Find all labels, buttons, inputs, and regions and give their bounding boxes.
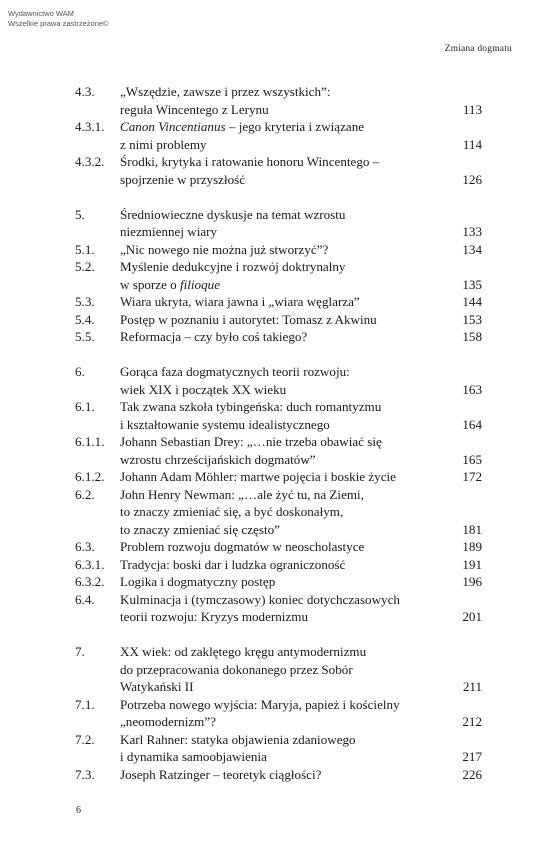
- toc-entry-title-line: [120, 661, 453, 679]
- toc-entry-italic-term: Canon Vincentianus: [120, 119, 226, 134]
- toc-entry-title-line: [120, 486, 452, 504]
- toc-entry-title-text: Joseph Ratzinger – teoretyk ciągłości?: [120, 766, 322, 782]
- toc-entry-title-line: [120, 381, 452, 399]
- toc-entry: [75, 573, 482, 591]
- toc-entry-page: 217: [462, 749, 482, 764]
- toc-entry-page: 114: [462, 136, 482, 152]
- toc-entry-title-text: Postęp w poznaniu i autorytet: Tomasz z Akwinu: [120, 311, 377, 327]
- toc-entry-title-text: Problem rozwoju dogmatów w neoscholastyce: [120, 539, 365, 554]
- toc-entry-title-text: Tak zwana szkoła tybingeńska: duch romantyzmu: [120, 399, 382, 414]
- toc-entry-title-line: [120, 363, 452, 381]
- toc-entry-title-line: [120, 748, 452, 766]
- toc-entry-title: [120, 328, 462, 346]
- toc-entry-title: [120, 573, 462, 591]
- toc-entry-title: [120, 538, 462, 556]
- toc-entry-page: 158: [462, 329, 482, 344]
- toc-entry-number: 7.3.: [75, 766, 95, 782]
- toc-entry-number: 4.3.: [75, 84, 95, 99]
- toc-entry-title-line: [120, 766, 452, 784]
- toc-entry-title-line: [120, 258, 452, 276]
- toc-entry-title: [120, 206, 462, 241]
- toc-entry-page: 113: [462, 101, 482, 117]
- running-head: Zmiana dogmatu: [444, 44, 512, 54]
- toc-entry-page: 191: [462, 556, 482, 572]
- toc-entry-page: 211: [462, 679, 482, 694]
- toc-entry-title: [120, 241, 462, 259]
- toc-entry-title-text: Johann Sebastian Drey: „…nie trzeba obawiać się: [120, 434, 382, 449]
- toc-entry-title-line: [120, 223, 452, 241]
- toc-entry: [75, 643, 482, 696]
- toc-entry-number: 4.3.2.: [75, 154, 105, 169]
- toc-entry-title-text: Środki, krytyka i ratowanie honoru Wincentego –: [120, 154, 380, 169]
- toc-entry: [75, 766, 482, 784]
- toc-entry-page: 163: [462, 381, 482, 397]
- toc-entry-title-line: [120, 573, 452, 591]
- toc-entry-title-line: [120, 608, 452, 626]
- toc-entry-title-line: [120, 328, 452, 346]
- toc-entry-title-text: „Nic nowego nie można już stworzyć”?: [120, 241, 329, 257]
- toc-entry-title-line: [120, 713, 452, 731]
- toc-entry-title-text: w sporze o: [120, 276, 180, 292]
- toc-entry-page: 144: [462, 294, 482, 309]
- toc-entry-title-text: Potrzeba nowego wyjścia: Maryja, papież i kościelny: [120, 696, 400, 712]
- toc-entry: [75, 363, 482, 398]
- toc-entry: [75, 731, 482, 766]
- toc-entry-title-line: [120, 311, 452, 329]
- toc-entry-title: [120, 556, 462, 574]
- toc-entry-title-line: [120, 643, 453, 661]
- toc-entry: [75, 328, 482, 346]
- toc-entry-title-text: spojrzenie w przyszłość: [120, 171, 246, 187]
- toc-entry-title-line: [120, 433, 452, 451]
- toc-entry-title-line: [120, 136, 453, 154]
- toc-entry-title-line: [120, 171, 452, 189]
- toc-entry: [75, 206, 482, 241]
- toc-entry-page: 164: [462, 416, 482, 432]
- toc-entry-page: 133: [462, 224, 482, 239]
- toc-entry: [75, 591, 482, 626]
- toc-entry-title-text: Gorąca faza dogmatycznych teorii rozwoju:: [120, 364, 350, 379]
- toc-entry-title-text: „neomodernizm”?: [120, 714, 216, 729]
- toc-entry-number: 5.2.: [75, 259, 95, 274]
- toc-entry-number: 5.5.: [75, 329, 95, 344]
- toc-entry-title-line: [120, 101, 453, 119]
- toc-entry-number: 4.3.1.: [75, 119, 105, 134]
- toc-entry-title-text: i kształtowanie systemu idealistycznego: [120, 416, 330, 432]
- toc-entry-italic-term: filioque: [180, 276, 221, 292]
- toc-entry-title: [120, 433, 462, 468]
- toc-entry: [75, 538, 482, 556]
- toc-entry-number: 7.: [75, 644, 85, 659]
- toc-entry-number: 5.3.: [75, 294, 95, 309]
- toc-entry-title-text: Logika i dogmatyczny postęp: [120, 574, 276, 589]
- toc-entry-title-text: teorii rozwoju: Kryzys modernizmu: [120, 609, 308, 624]
- toc-entry-title-text: Johann Adam Möhler: martwe pojęcia i boskie życie: [120, 469, 396, 484]
- toc-entry-number: 7.2.: [75, 731, 95, 747]
- toc-entry-page: 201: [462, 609, 482, 624]
- toc-entry-title-line: [120, 153, 452, 171]
- toc-entry-page: 135: [462, 276, 482, 292]
- toc-entry-title-text: XX wiek: od zaklętego kręgu antymodernizmu: [120, 644, 367, 659]
- table-of-contents: [75, 83, 482, 783]
- toc-entry-title-text: reguła Wincentego z Lerynu: [120, 101, 269, 117]
- section-spacer: [75, 346, 482, 364]
- toc-entry-title-line: [120, 521, 452, 539]
- toc-entry-page: 181: [462, 521, 482, 537]
- toc-entry-title-line: [120, 451, 452, 469]
- toc-entry-title-text: i dynamika samoobjawienia: [120, 749, 267, 764]
- toc-entry: [75, 241, 482, 259]
- toc-entry: [75, 468, 482, 486]
- toc-entry-page: 134: [462, 241, 482, 257]
- section-spacer: [75, 626, 482, 644]
- toc-entry-number: 6.: [75, 364, 85, 379]
- toc-entry-title: [120, 766, 462, 784]
- toc-entry-title-text: Kulminacja i (tymczasowy) koniec dotychczasowych: [120, 591, 400, 607]
- toc-entry-title-text: niezmiennej wiary: [120, 224, 218, 239]
- toc-entry-page: 165: [462, 451, 482, 467]
- toc-entry-title-text: Myślenie dedukcyjne i rozwój doktrynalny: [120, 259, 346, 274]
- toc-entry-title: [120, 311, 462, 329]
- toc-entry-number: 6.1.2.: [75, 469, 105, 484]
- toc-entry-title-line: [120, 556, 452, 574]
- toc-entry-title-text: wiek XIX i początek XX wieku: [120, 381, 287, 397]
- toc-entry-page: 153: [462, 311, 482, 327]
- watermark-publisher: Wydawnictwo WAM: [8, 9, 74, 18]
- toc-entry-number: 6.3.: [75, 539, 95, 554]
- toc-entry-title-text: Wiara ukryta, wiara jawna i „wiara węglarza”: [120, 294, 360, 309]
- toc-entry-number: 7.1.: [75, 696, 95, 712]
- toc-entry-title-text: to znaczy zmieniać się, a być doskonałym,: [120, 504, 344, 519]
- toc-entry-page: 226: [462, 766, 482, 782]
- toc-entry-title-line: [120, 83, 453, 101]
- toc-entry-title: [120, 118, 463, 153]
- toc-entry-title-text: to znaczy zmieniać się często”: [120, 521, 280, 537]
- toc-entry-title-line: [120, 591, 452, 609]
- toc-entry: [75, 83, 482, 118]
- toc-entry: [75, 486, 482, 539]
- toc-entry-title-line: [120, 276, 452, 294]
- toc-entry-title-line: [120, 416, 452, 434]
- toc-entry-title-text: „Wszędzie, zawsze i przez wszystkich”:: [120, 84, 331, 99]
- toc-entry-title-line: [120, 731, 452, 749]
- toc-entry-title-line: [120, 468, 452, 486]
- toc-entry-title-text: wzrostu chrześcijańskich dogmatów”: [120, 451, 316, 467]
- toc-entry-title-text: Średniowieczne dyskusje na temat wzrostu: [120, 206, 346, 222]
- toc-entry-title-line: [120, 398, 452, 416]
- toc-entry-title-text: Karl Rahner: statyka objawienia zdaniowego: [120, 731, 356, 747]
- toc-entry: [75, 118, 482, 153]
- toc-entry: [75, 311, 482, 329]
- watermark-copyright: Wszelkie prawa zastrzeżone©: [8, 19, 109, 28]
- toc-entry-title-line: [120, 678, 453, 696]
- publisher-watermark: [8, 9, 109, 29]
- toc-entry-title-text: Tradycja: boski dar i ludzka ograniczoność: [120, 556, 346, 572]
- toc-entry-number: 6.4.: [75, 591, 95, 607]
- toc-entry-title-text: z nimi problemy: [120, 136, 207, 152]
- toc-entry-title: [120, 398, 462, 433]
- toc-entry: [75, 556, 482, 574]
- toc-entry-title: [120, 363, 462, 398]
- toc-entry-title: [120, 643, 463, 696]
- toc-entry-number: 6.3.2.: [75, 574, 105, 589]
- toc-entry-title: [120, 293, 462, 311]
- toc-entry-page: 172: [462, 469, 482, 484]
- toc-entry: [75, 398, 482, 433]
- toc-entry-title-text: – jego kryteria i związane: [225, 119, 365, 134]
- toc-entry-title-text: do przepracowania dokonanego przez Sobór: [120, 661, 353, 677]
- toc-entry-title: [120, 591, 462, 626]
- toc-entry-title-line: [120, 206, 452, 224]
- toc-entry-number: 6.1.: [75, 399, 95, 414]
- toc-entry-title: [120, 83, 463, 118]
- section-spacer: [75, 188, 482, 206]
- toc-entry-title: [120, 486, 462, 539]
- toc-entry: [75, 153, 482, 188]
- toc-entry-title: [120, 731, 462, 766]
- toc-entry-title: [120, 696, 462, 731]
- toc-entry-title-line: [120, 696, 452, 714]
- toc-entry-title-line: [120, 241, 452, 259]
- toc-entry-title-line: [120, 293, 452, 311]
- toc-entry-page: 189: [462, 539, 482, 554]
- toc-entry-number: 5.1.: [75, 241, 95, 257]
- toc-entry-title-text: John Henry Newman: „…ale żyć tu, na Ziemi,: [120, 486, 364, 502]
- toc-entry: [75, 258, 482, 293]
- toc-entry-title-line: [120, 538, 452, 556]
- page-number: 6: [76, 805, 81, 816]
- toc-entry-number: 5.4.: [75, 311, 95, 327]
- toc-entry: [75, 433, 482, 468]
- toc-entry-number: 5.: [75, 206, 85, 222]
- toc-entry-title-line: [120, 503, 452, 521]
- toc-entry: [75, 293, 482, 311]
- toc-entry-page: 212: [462, 714, 482, 729]
- toc-entry-title: [120, 153, 462, 188]
- toc-entry-title-text: Watykański II: [120, 679, 194, 694]
- toc-entry-title: [120, 258, 462, 293]
- toc-entry-title: [120, 468, 462, 486]
- toc-entry-number: 6.1.1.: [75, 434, 105, 449]
- toc-entry-page: 196: [462, 574, 482, 589]
- toc-entry: [75, 696, 482, 731]
- toc-entry-title-text: Reformacja – czy było coś takiego?: [120, 329, 308, 344]
- toc-entry-title-line: [120, 118, 453, 136]
- toc-entry-page: 126: [462, 171, 482, 187]
- toc-entry-number: 6.2.: [75, 486, 95, 502]
- toc-entry-number: 6.3.1.: [75, 556, 105, 572]
